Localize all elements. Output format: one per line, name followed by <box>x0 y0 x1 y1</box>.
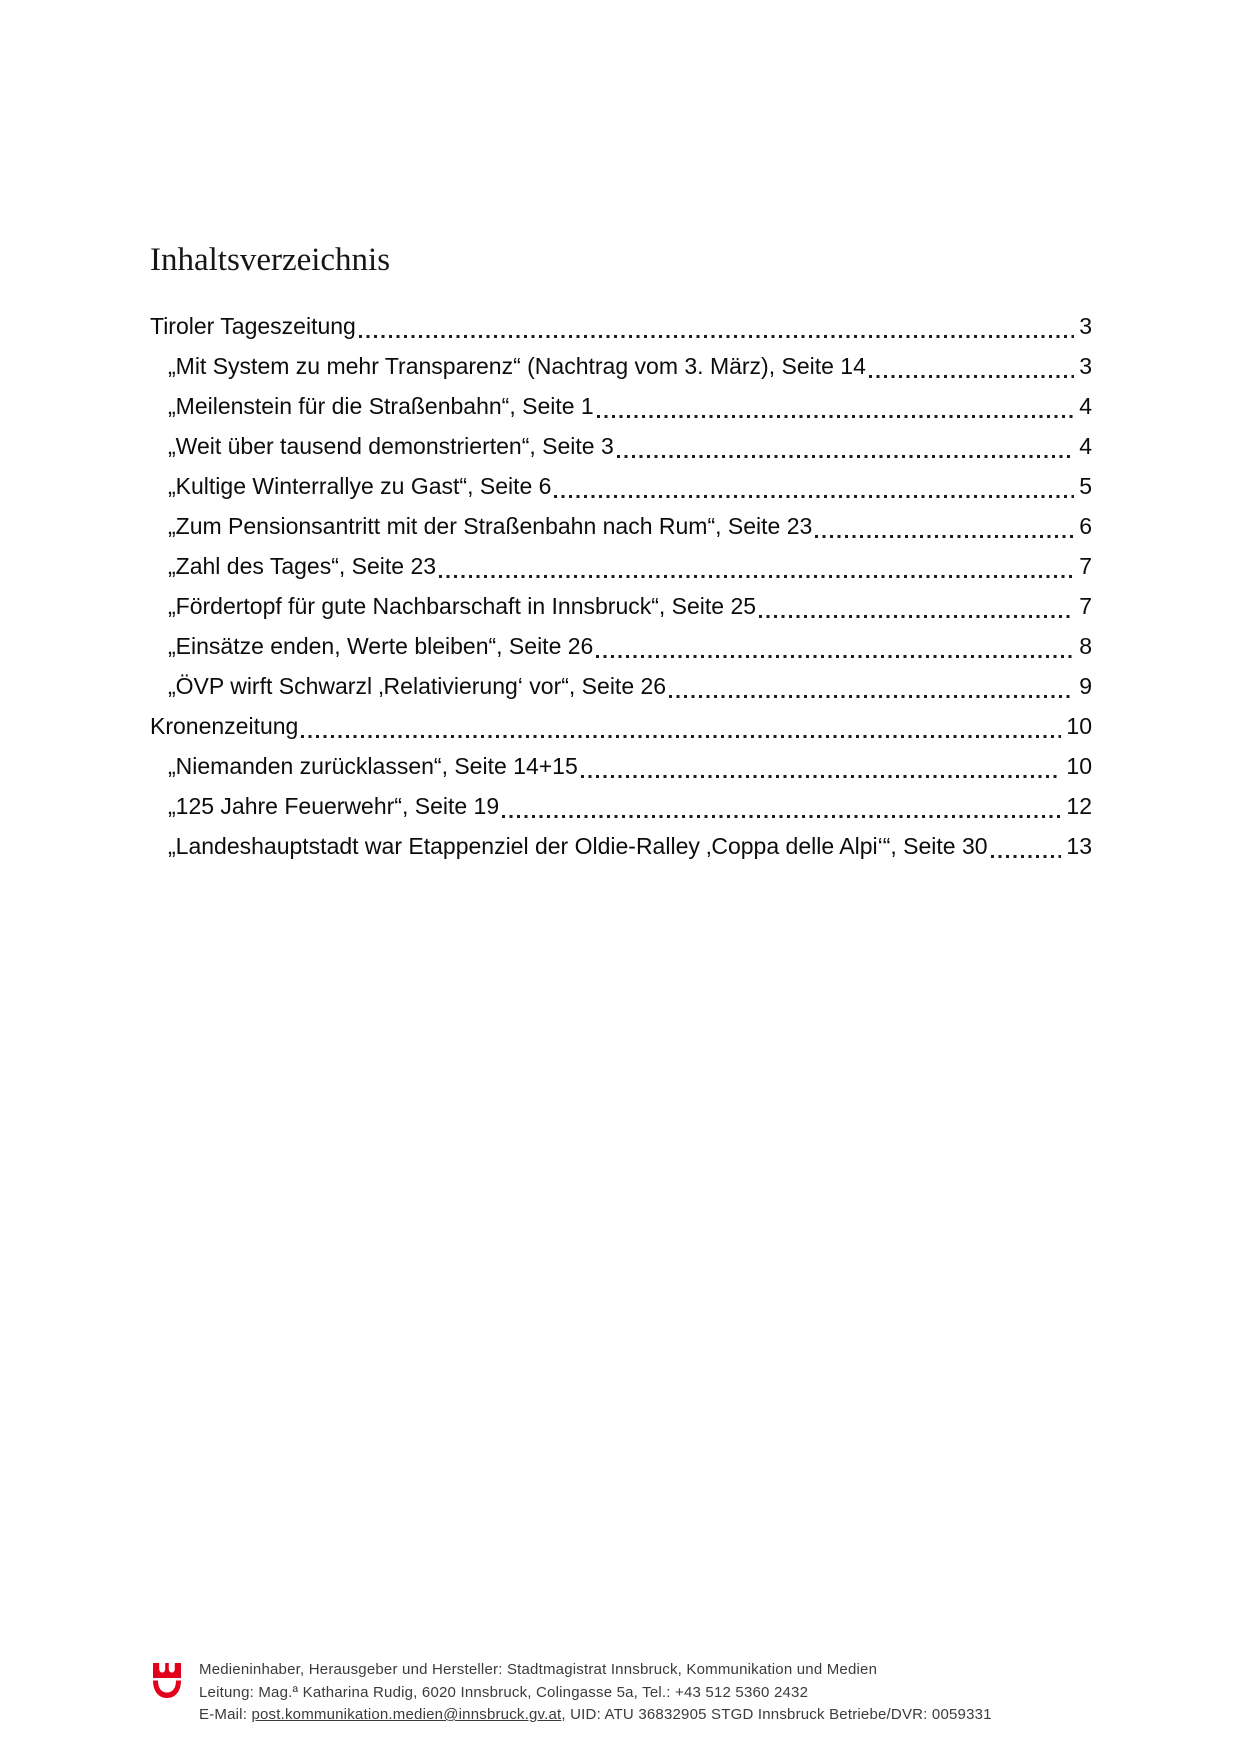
toc-entry-page[interactable]: 12 <box>1066 793 1092 819</box>
page-title: Inhaltsverzeichnis <box>150 242 391 278</box>
innsbruck-city-logo-icon <box>152 1663 182 1700</box>
toc-entry[interactable] <box>150 786 1092 826</box>
dot-leader <box>502 815 1061 818</box>
footer-line-contact: Leitung: Mag.ª Katharina Rudig, 6020 Innsbruck, Colingasse 5a, Tel.: +43 512 5360 2432 <box>199 1683 809 1701</box>
toc-entry[interactable] <box>150 666 1092 706</box>
toc-entry-page[interactable]: 3 <box>1079 313 1092 339</box>
toc-entry-label[interactable]: „Mit System zu mehr Transparenz“ (Nachtrag vom 3. März), Seite 14 <box>168 353 866 379</box>
toc-entry[interactable] <box>150 826 1092 866</box>
toc-entry-label[interactable]: Kronenzeitung <box>150 713 299 739</box>
dot-leader <box>991 855 1062 858</box>
toc-entry-label[interactable]: „Landeshauptstadt war Etappenziel der Oldie-Ralley ‚Coppa delle Alpi‘“, Seite 30 <box>168 833 988 859</box>
dot-leader <box>759 615 1074 618</box>
toc-entry-page[interactable]: 4 <box>1079 393 1092 419</box>
toc-entry[interactable] <box>150 546 1092 586</box>
dot-leader <box>617 455 1074 458</box>
toc-entry[interactable] <box>150 426 1092 466</box>
toc-entry[interactable] <box>150 506 1092 546</box>
toc-entry-label[interactable]: „Weit über tausend demonstrierten“, Seite 3 <box>168 433 614 459</box>
toc-entry[interactable] <box>150 706 1092 746</box>
dot-leader <box>301 735 1061 738</box>
toc-entry-page[interactable]: 4 <box>1079 433 1092 459</box>
toc-entry-page[interactable]: 7 <box>1079 593 1092 619</box>
toc-entry-label[interactable]: „Zum Pensionsantritt mit der Straßenbahn nach Rum“, Seite 23 <box>168 513 813 539</box>
email-label: E-Mail: <box>199 1706 252 1723</box>
dot-leader <box>581 775 1062 778</box>
toc-entry-label[interactable]: „125 Jahre Feuerwehr“, Seite 19 <box>168 793 500 819</box>
toc-entry-label[interactable]: „Zahl des Tages“, Seite 23 <box>168 553 437 579</box>
footer-line-email-uid <box>199 1704 992 1727</box>
toc-entry[interactable] <box>150 586 1092 626</box>
table-of-contents <box>150 306 1092 866</box>
toc-section <box>150 243 1092 866</box>
toc-entry-label[interactable]: „Kultige Winterrallye zu Gast“, Seite 6 <box>168 473 552 499</box>
dot-leader <box>554 495 1074 498</box>
dot-leader <box>669 695 1074 698</box>
toc-entry[interactable] <box>150 746 1092 786</box>
dot-leader <box>869 375 1074 378</box>
toc-entry-page[interactable]: 7 <box>1079 553 1092 579</box>
dot-leader <box>597 415 1074 418</box>
toc-entry-page[interactable]: 9 <box>1079 673 1092 699</box>
toc-entry[interactable] <box>150 346 1092 386</box>
toc-entry[interactable] <box>150 466 1092 506</box>
dot-leader <box>439 575 1074 578</box>
toc-entry-page[interactable]: 10 <box>1066 753 1092 779</box>
footer-imprint <box>199 1659 992 1727</box>
toc-entry-page[interactable]: 3 <box>1079 353 1092 379</box>
toc-entry-page[interactable]: 8 <box>1079 633 1092 659</box>
toc-entry-label[interactable]: „Fördertopf für gute Nachbarschaft in Innsbruck“, Seite 25 <box>168 593 757 619</box>
dot-leader <box>359 335 1074 338</box>
toc-entry-label[interactable]: „ÖVP wirft Schwarzl ‚Relativierung‘ vor“, Seite 26 <box>168 673 667 699</box>
toc-entry[interactable] <box>150 386 1092 426</box>
toc-entry[interactable] <box>150 306 1092 346</box>
toc-entry-label[interactable]: „Niemanden zurücklassen“, Seite 14+15 <box>168 753 578 779</box>
toc-entry-page[interactable]: 5 <box>1079 473 1092 499</box>
footer <box>152 1659 992 1727</box>
toc-entry-label[interactable]: „Meilenstein für die Straßenbahn“, Seite 1 <box>168 393 594 419</box>
toc-entry-page[interactable]: 6 <box>1079 513 1092 539</box>
toc-entry-label[interactable]: „Einsätze enden, Werte bleiben“, Seite 26 <box>168 633 594 659</box>
dot-leader <box>815 535 1074 538</box>
toc-entry-page[interactable]: 10 <box>1066 713 1092 739</box>
toc-entry[interactable] <box>150 626 1092 666</box>
toc-entry-page[interactable]: 13 <box>1066 833 1092 859</box>
toc-entry-label[interactable]: Tiroler Tageszeitung <box>150 313 356 339</box>
footer-line-publisher: Medieninhaber, Herausgeber und Hersteller: Stadtmagistrat Innsbruck, Kommunikation und Medien <box>199 1661 878 1678</box>
uid-dvr-text: , UID: ATU 36832905 STGD Innsbruck Betriebe/DVR: 0059331 <box>561 1706 992 1723</box>
email-link[interactable]: post.kommunikation.medien@innsbruck.gv.at <box>251 1706 562 1723</box>
dot-leader <box>596 655 1074 658</box>
